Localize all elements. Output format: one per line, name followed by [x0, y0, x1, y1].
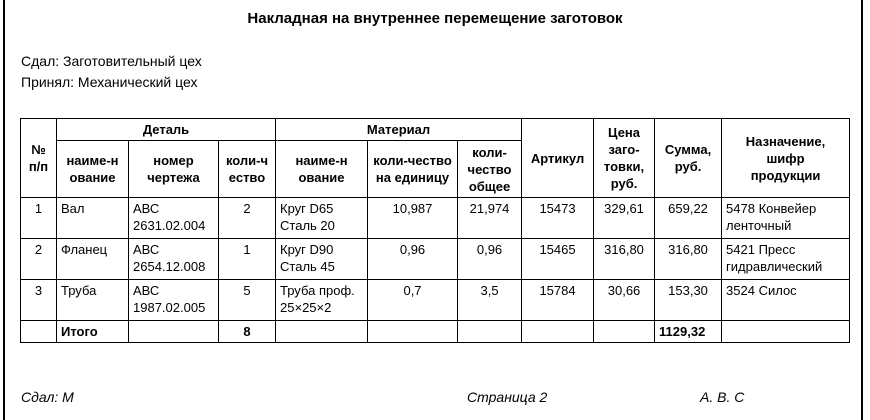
total-sum: 1129,32 — [655, 321, 722, 343]
footer-middle: Страница 2 — [467, 389, 548, 405]
total-row — [21, 321, 850, 343]
total-part-qty: 8 — [219, 321, 276, 343]
row-part-qty: 5 — [219, 280, 276, 321]
row-material: Труба проф. 25×25×2 — [276, 280, 368, 321]
row-part-qty: 1 — [219, 239, 276, 280]
total-empty — [129, 321, 219, 343]
total-empty — [368, 321, 458, 343]
header-article: Артикул — [522, 119, 594, 198]
total-empty — [522, 321, 594, 343]
total-empty — [458, 321, 522, 343]
row-num: 3 — [21, 280, 57, 321]
header-mat-qty-unit: коли-чество на единицу — [368, 141, 458, 198]
row-part-qty: 2 — [219, 198, 276, 239]
table-row — [21, 280, 850, 321]
row-qty-total: 21,974 — [458, 198, 522, 239]
total-empty — [21, 321, 57, 343]
table-row — [21, 239, 850, 280]
total-empty — [276, 321, 368, 343]
header-purpose: Назначение, шифр продукции — [722, 119, 850, 198]
receiver-line: Принял: Механический цех — [21, 74, 198, 90]
table-row — [21, 198, 850, 239]
footer-left: Сдал: М — [21, 389, 74, 405]
invoice-table — [20, 118, 850, 343]
total-empty — [594, 321, 655, 343]
row-part-name: Фланец — [57, 239, 129, 280]
row-price: 316,80 — [594, 239, 655, 280]
header-num: № п/п — [21, 119, 57, 198]
row-price: 329,61 — [594, 198, 655, 239]
header-part-qty: коли-чество — [219, 141, 276, 198]
header-mat-name: наиме-нование — [276, 141, 368, 198]
row-num: 2 — [21, 239, 57, 280]
row-purpose: 3524 Силос — [722, 280, 850, 321]
row-qty-unit: 10,987 — [368, 198, 458, 239]
row-qty-total: 3,5 — [458, 280, 522, 321]
row-article: 15465 — [522, 239, 594, 280]
total-label: Итого — [57, 321, 129, 343]
header-part-drawing: номер чертежа — [129, 141, 219, 198]
row-part-name: Вал — [57, 198, 129, 239]
row-sum: 153,30 — [655, 280, 722, 321]
total-empty — [722, 321, 850, 343]
row-qty-unit: 0,96 — [368, 239, 458, 280]
row-drawing: АВС 2654.12.008 — [129, 239, 219, 280]
row-qty-unit: 0,7 — [368, 280, 458, 321]
header-part-group: Деталь — [57, 119, 276, 141]
sender-line: Сдал: Заготовительный цех — [21, 53, 202, 69]
row-article: 15784 — [522, 280, 594, 321]
header-part-name: наиме-нование — [57, 141, 129, 198]
header-sum: Сумма, руб. — [655, 119, 722, 198]
row-drawing: АВС 1987.02.005 — [129, 280, 219, 321]
row-sum: 659,22 — [655, 198, 722, 239]
row-part-name: Труба — [57, 280, 129, 321]
header-material-group: Материал — [276, 119, 522, 141]
row-price: 30,66 — [594, 280, 655, 321]
row-qty-total: 0,96 — [458, 239, 522, 280]
row-material: Круг D90 Сталь 45 — [276, 239, 368, 280]
footer-right: А. В. С — [700, 389, 745, 405]
row-purpose: 5478 Конвейер ленточный — [722, 198, 850, 239]
row-sum: 316,80 — [655, 239, 722, 280]
header-price: Цена заго-товки, руб. — [594, 119, 655, 198]
document-title: Накладная на внутреннее перемещение заготовок — [247, 10, 623, 27]
row-article: 15473 — [522, 198, 594, 239]
row-material: Круг D65 Сталь 20 — [276, 198, 368, 239]
row-drawing: АВС 2631.02.004 — [129, 198, 219, 239]
header-mat-qty-total: коли-чество общее — [458, 141, 522, 198]
row-purpose: 5421 Пресс гидравлический — [722, 239, 850, 280]
row-num: 1 — [21, 198, 57, 239]
